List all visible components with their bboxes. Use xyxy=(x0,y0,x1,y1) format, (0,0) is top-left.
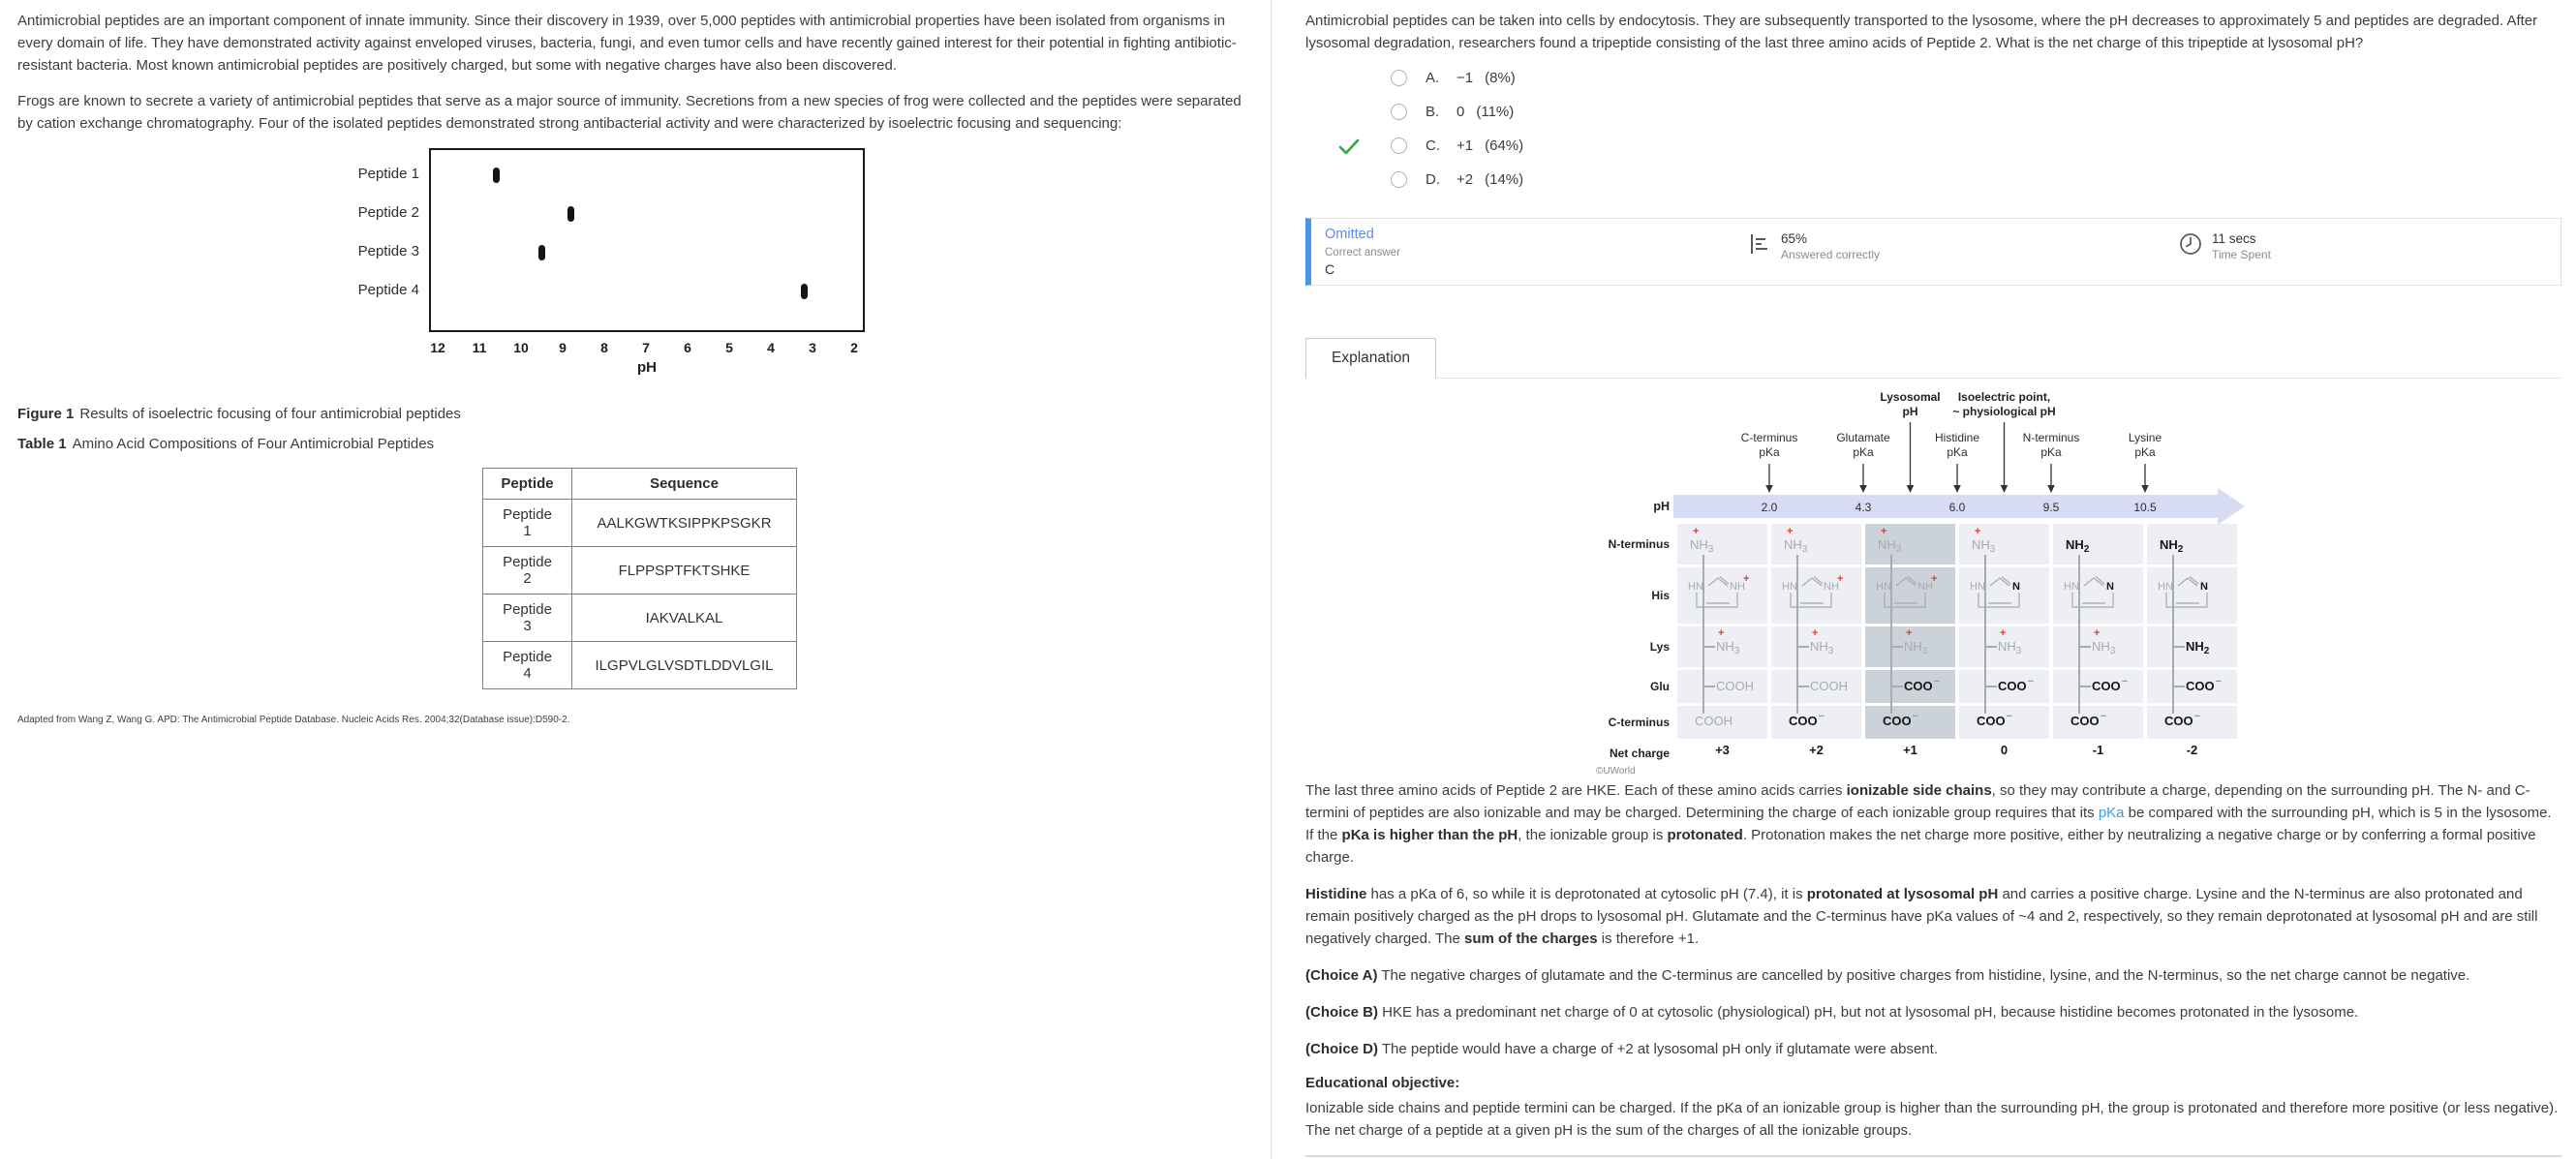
side-chain-bond xyxy=(1797,686,1809,687)
text-segment: HKE has a predominant net charge of 0 at cytosolic (physiological) pH, but not at lysosomal pH, because histidine becomes protonated in the lysosome. xyxy=(1378,1004,2359,1021)
choice-letter: A. xyxy=(1426,70,1440,86)
ph-value: 9.5 xyxy=(2042,501,2060,514)
text-segment: is therefore +1. xyxy=(1597,930,1700,947)
pka-label-line1: C-terminus xyxy=(1740,431,1798,444)
answer-choices xyxy=(1305,68,2561,193)
text-segment: The last three amino acids of Peptide 2 are HKE. Each of these amino acids carries xyxy=(1305,782,1847,799)
choice-radio-button[interactable] xyxy=(1391,70,1407,86)
bold-text: (Choice D) xyxy=(1305,1041,1378,1057)
net-charge-value: +2 xyxy=(1809,743,1824,757)
bold-text: (Choice A) xyxy=(1305,967,1378,984)
source-citation: Adapted from Wang Z, Wang G. APD: The Antimicrobial Peptide Database. Nucleic Acids Res. 2004;32(Database issue):D590-2. xyxy=(17,715,570,725)
pka-label-line2: pKa xyxy=(1853,445,1874,459)
table-cell: AALKGWTKSIPPKPSGKR xyxy=(572,500,797,547)
side-chain-bond xyxy=(1985,686,1997,687)
chemical-group: $NH_3$ xyxy=(1878,537,1902,555)
explanation-paragraph xyxy=(1305,883,2561,950)
choice-percentage: (14%) xyxy=(1485,171,1524,188)
text-segment: The negative charges of glutamate and the C-terminus are cancelled by positive charges from histidine, lysine, and the N-terminus, so the net charge cannot be negative. xyxy=(1377,967,2470,984)
choice-row[interactable] xyxy=(1305,102,2561,125)
chemical-group: COO− xyxy=(1883,711,1919,728)
x-axis-tick-label: 3 xyxy=(809,340,816,355)
pka-label-line2: pKa xyxy=(2134,445,2156,459)
chemical-group: $NH_3$ xyxy=(2092,639,2116,656)
chemical-group: COOH xyxy=(1716,679,1754,693)
side-chain-bond xyxy=(1891,686,1903,687)
correct-check-icon xyxy=(1338,137,1360,160)
pka-label-line1: Histidine xyxy=(1934,431,1980,444)
ph-value: 4.3 xyxy=(1855,501,1872,514)
x-axis-tick-label: 12 xyxy=(430,340,445,355)
chemical-group: COO− xyxy=(1904,676,1941,693)
negative-charge: − xyxy=(2193,711,2201,722)
positive-charge: + xyxy=(2000,627,2007,639)
table-cell: Peptide 1 xyxy=(483,500,572,547)
positive-charge: + xyxy=(1881,526,1887,537)
protonation-state-diagram xyxy=(1596,390,2303,779)
chemical-group: COOH xyxy=(1695,714,1733,728)
svg-text:HN: HN xyxy=(1876,581,1891,593)
chemical-group: COO− xyxy=(2070,711,2107,728)
text-segment: . Protonation makes the net charge more positive, either by neutralizing a negative charge or by conferring a formal positive charge. xyxy=(1305,827,2536,866)
isoelectric-focusing-figure xyxy=(17,148,1251,392)
bold-text: (Choice B) xyxy=(1305,1004,1378,1021)
positive-charge: + xyxy=(2094,627,2101,639)
figure-row-label: Peptide 1 xyxy=(357,166,419,182)
diagram-row-label-lys: Lys xyxy=(1649,640,1670,654)
net-charge-value: -1 xyxy=(2092,743,2104,757)
text-segment: , the ionizable group is xyxy=(1518,827,1668,843)
svg-text:HN: HN xyxy=(1688,581,1703,593)
svg-text:HN: HN xyxy=(2064,581,2079,593)
pka-label-line2: pKa xyxy=(1759,445,1780,459)
x-axis-tick-label: 4 xyxy=(767,340,775,355)
net-charge-value: +3 xyxy=(1715,743,1730,757)
diagram-row-label-cterm: C-terminus xyxy=(1608,716,1670,729)
table-row xyxy=(483,500,797,547)
choice-percentage: (64%) xyxy=(1485,137,1524,154)
table-cell: Peptide 2 xyxy=(483,547,572,595)
x-axis-tick-label: 5 xyxy=(725,340,733,355)
choice-value: +2 xyxy=(1457,171,1474,188)
result-summary-bar xyxy=(1305,218,2561,286)
clock-icon xyxy=(2178,231,2203,261)
question-panel xyxy=(1273,0,2576,1159)
choice-radio-button[interactable] xyxy=(1391,171,1407,188)
diagram-row-label-his: His xyxy=(1651,589,1670,602)
bold-text: Histidine xyxy=(1305,886,1367,902)
net-charge-value: +1 xyxy=(1903,743,1917,757)
net-charge-value: 0 xyxy=(2000,743,2009,757)
side-chain-bond xyxy=(2079,686,2091,687)
text-segment: , so they may contribute a charge, depending on the surrounding pH. The N- and C-termini of peptides are also ionizable and may be charged. Determining the charge of each ionizable group requires that its xyxy=(1305,782,2530,821)
svg-text:NH: NH xyxy=(1730,581,1745,593)
net-charge-value: -2 xyxy=(2186,743,2198,757)
negative-charge: − xyxy=(2121,676,2129,687)
pka-label-line2: pKa xyxy=(2040,445,2062,459)
svg-text:NH: NH xyxy=(1917,581,1933,593)
choice-row[interactable] xyxy=(1305,136,2561,159)
ph-value: 10.5 xyxy=(2133,501,2157,514)
x-axis-title: pH xyxy=(637,359,657,376)
pka-label-line1: Glutamate xyxy=(1836,431,1890,444)
histidine-imidazole-structure xyxy=(2156,573,2225,618)
chemical-group: COO− xyxy=(2186,676,2223,693)
pka-label-line1: N-terminus xyxy=(2022,431,2080,444)
text-segment: The peptide would have a charge of +2 at lysosomal pH only if glutamate were absent. xyxy=(1378,1041,1938,1057)
choice-radio-button[interactable] xyxy=(1391,104,1407,120)
choice-value: +1 xyxy=(1457,137,1474,154)
choice-radio-button[interactable] xyxy=(1391,137,1407,154)
negative-charge: − xyxy=(1933,676,1941,687)
negative-charge: − xyxy=(2006,711,2013,722)
chemical-group: $NH_2$ xyxy=(2066,537,2090,555)
table-cell: FLPPSPTFKTSHKE xyxy=(572,547,797,595)
question-text: Antimicrobial peptides can be taken into cells by endocytosis. They are subsequently transported to the lysosome, where the pH decreases to approximately 5 and peptides are degraded. After lysosomal degradation, researchers found a tripeptide consisting of the last three amino acids of Peptide 2. What is the net charge of this tripeptide at lysosomal pH? xyxy=(1305,13,2538,51)
histidine-imidazole-structure xyxy=(1780,573,1850,618)
side-chain-bond xyxy=(1703,646,1715,648)
pka-label-line1: Lysine xyxy=(2128,431,2162,444)
table-caption xyxy=(17,436,1251,452)
passage-paragraph-2: Frogs are known to secrete a variety of antimicrobial peptides that serve as a major source of immunity. Secretions from a new species of frog were collected and the peptides were separated by cation exchange chromatography. Four of the isolated peptides demonstrated strong antibacterial activity and were characterized by isoelectric focusing and sequencing: xyxy=(17,93,1242,132)
negative-charge: − xyxy=(1818,711,1825,722)
chemical-group: $NH_3$ xyxy=(1784,537,1808,555)
x-axis-tick-label: 2 xyxy=(850,340,858,355)
table-row xyxy=(483,547,797,595)
passage-paragraph-1: Antimicrobial peptides are an important component of innate immunity. Since their discovery in 1939, over 5,000 peptides with antimicrobial properties have been isolated from organisms in every domain of life. They have demonstrated activity against enveloped viruses, bacteria, fungi, and even tumor cells and have recently gained interest for their potential in fighting antibiotic-resistant bacteria. Most known antimicrobial peptides are positively charged, but some with negative charges have also been discovered. xyxy=(17,13,1237,74)
bold-text: ionizable side chains xyxy=(1846,782,1992,799)
x-axis-tick-label: 6 xyxy=(684,340,691,355)
choice-letter: C. xyxy=(1426,137,1440,154)
tab-bar xyxy=(1305,338,2561,379)
ph-value: 6.0 xyxy=(1948,501,1966,514)
bold-text: pKa is higher than the pH xyxy=(1341,827,1518,843)
table-cell: IAKVALKAL xyxy=(572,595,797,642)
negative-charge: − xyxy=(2027,676,2035,687)
diagram-row-label-glu: Glu xyxy=(1650,680,1670,693)
side-chain-bond xyxy=(2079,646,2091,648)
x-axis-tick-label: 9 xyxy=(559,340,567,355)
table-row xyxy=(483,595,797,642)
choice-letter: B. xyxy=(1426,104,1440,120)
percent-correct-label: Answered correctly xyxy=(1781,248,1881,261)
svg-text:+: + xyxy=(1837,573,1844,585)
annotation-line1: Isoelectric point, xyxy=(1957,390,2051,404)
text-segment: and carries a positive charge. Lysine and the N-terminus are also protonated and remain positively charged as the pH drops to lysosomal pH. Glutamate and the C-terminus have pKa values of ~4 and 2, respectively, so they remain deprotonated at lysosomal pH and are still negatively charged. The xyxy=(1305,886,2538,947)
histidine-imidazole-structure xyxy=(1686,573,1756,618)
correct-answer-value: C xyxy=(1325,261,1335,277)
bold-text: protonated xyxy=(1667,827,1743,843)
side-chain-bond xyxy=(2173,646,2185,648)
bar-chart-icon xyxy=(1747,231,1772,261)
figure-row-label: Peptide 2 xyxy=(357,204,419,221)
side-chain-bond xyxy=(1891,646,1903,648)
histidine-imidazole-structure xyxy=(1874,573,1944,618)
pka-link[interactable]: pKa xyxy=(2098,805,2125,821)
table-cell: ILGPVLGLVSDTLDDVLGIL xyxy=(572,642,797,689)
chemical-group: COO− xyxy=(2092,676,2129,693)
table-caption-text: Amino Acid Compositions of Four Antimicrobial Peptides xyxy=(72,436,435,452)
svg-text:HN: HN xyxy=(1970,581,1985,593)
text-segment: be compared with the surrounding pH, which is 5 in the lysosome. If the xyxy=(1305,805,2552,843)
explanation-paragraph xyxy=(1305,964,2561,987)
positive-charge: + xyxy=(1787,526,1794,537)
chemical-group: $NH_3$ xyxy=(1972,537,1996,555)
uworld-copyright: ©UWorld xyxy=(1596,766,1636,777)
chemical-group: $NH_3$ xyxy=(1810,639,1834,656)
chemical-group: COO− xyxy=(1789,711,1825,728)
choice-letter: D. xyxy=(1426,171,1440,188)
tab-explanation[interactable]: Explanation xyxy=(1305,338,1436,379)
chemical-group: COO− xyxy=(2164,711,2201,728)
table-caption-label: Table 1 xyxy=(17,436,67,452)
time-spent-stat xyxy=(2178,231,2271,261)
x-axis-tick-label: 7 xyxy=(642,340,650,355)
percent-correct: 65% xyxy=(1781,231,1808,246)
figure-caption xyxy=(17,406,1251,422)
choice-percentage: (11%) xyxy=(1476,104,1515,120)
positive-charge: + xyxy=(1693,526,1700,537)
negative-charge: − xyxy=(1912,711,1919,722)
choice-percentage: (8%) xyxy=(1485,70,1516,86)
diagram-row-label-ph: pH xyxy=(1653,500,1670,513)
negative-charge: − xyxy=(2215,676,2223,687)
svg-text:N: N xyxy=(2106,581,2114,593)
table-cell: Peptide 4 xyxy=(483,642,572,689)
negative-charge: − xyxy=(2100,711,2107,722)
svg-text:+: + xyxy=(1743,573,1750,585)
table-row xyxy=(483,642,797,689)
figure-row-label: Peptide 3 xyxy=(357,243,419,259)
chemical-group: $NH_3$ xyxy=(1716,639,1740,656)
x-axis-tick-label: 10 xyxy=(513,340,529,355)
diagram-arrows xyxy=(1596,390,2303,495)
histidine-imidazole-structure xyxy=(1968,573,2038,618)
pka-label-line2: pKa xyxy=(1947,445,1968,459)
side-chain-bond xyxy=(1797,646,1809,648)
chemical-group: $NH_3$ xyxy=(1998,639,2022,656)
choice-label xyxy=(1426,137,1523,154)
chemical-group: $NH_3$ xyxy=(1904,639,1928,656)
answered-correctly-stat xyxy=(1747,231,1880,261)
svg-text:HN: HN xyxy=(1782,581,1797,593)
choice-value: −1 xyxy=(1457,70,1474,86)
bold-text: protonated at lysosomal pH xyxy=(1806,886,1999,902)
passage-panel xyxy=(0,0,1272,1159)
figure-row-label: Peptide 4 xyxy=(357,282,419,298)
side-chain-bond xyxy=(1985,646,1997,648)
positive-charge: + xyxy=(1975,526,1981,537)
figure-band xyxy=(493,168,500,183)
annotation-line1: Lysosomal xyxy=(1880,390,1941,404)
explanation-text xyxy=(1305,779,2561,1060)
x-axis-tick-label: 11 xyxy=(472,340,487,355)
explanation-paragraph xyxy=(1305,779,2561,869)
svg-text:+: + xyxy=(1931,573,1938,585)
diagram-row-label-nterm: N-terminus xyxy=(1608,537,1670,551)
ph-value: 2.0 xyxy=(1761,501,1778,514)
chemical-group: $NH_3$ xyxy=(1690,537,1714,555)
table-header-peptide: Peptide xyxy=(483,469,572,500)
status-omitted: Omitted xyxy=(1325,227,1374,242)
annotation-line2: pH xyxy=(1902,405,1918,418)
figure-band xyxy=(567,206,574,222)
chemical-group: COO− xyxy=(1977,711,2013,728)
svg-text:N: N xyxy=(2200,581,2208,593)
choice-label xyxy=(1426,70,1516,86)
svg-text:N: N xyxy=(2012,581,2020,593)
explanation-paragraph xyxy=(1305,1001,2561,1023)
table-cell: Peptide 3 xyxy=(483,595,572,642)
side-chain-bond xyxy=(2173,686,2185,687)
text-segment: has a pKa of 6, so while it is deprotonated at cytosolic pH (7.4), it is xyxy=(1366,886,1807,902)
x-axis-tick-label: 8 xyxy=(600,340,608,355)
educational-objective-heading: Educational objective: xyxy=(1305,1075,1460,1091)
choice-row[interactable] xyxy=(1305,169,2561,193)
figure-band xyxy=(538,245,545,260)
correct-answer-label: Correct answer xyxy=(1325,247,1400,259)
bold-text: sum of the charges xyxy=(1464,930,1598,947)
side-chain-bond xyxy=(1703,686,1715,687)
annotation-line2: ~ physiological pH xyxy=(1952,405,2056,418)
histidine-imidazole-structure xyxy=(2062,573,2131,618)
explanation-paragraph xyxy=(1305,1038,2561,1060)
positive-charge: + xyxy=(1718,627,1725,639)
figure-caption-text: Results of isoelectric focusing of four antimicrobial peptides xyxy=(79,406,461,422)
chemical-group: $NH_2$ xyxy=(2186,639,2210,656)
figure-band xyxy=(801,284,808,299)
chemical-group: $NH_2$ xyxy=(2160,537,2184,555)
positive-charge: + xyxy=(1812,627,1819,639)
svg-text:HN: HN xyxy=(2158,581,2173,593)
bottom-divider xyxy=(1305,1155,2561,1157)
choice-label xyxy=(1426,171,1523,188)
table-header-sequence: Sequence xyxy=(572,469,797,500)
diagram-row-label-net: Net charge xyxy=(1609,747,1670,760)
time-spent-value: 11 secs xyxy=(2212,231,2256,246)
educational-objective-text: Ionizable side chains and peptide termini can be charged. If the pKa of an ionizable group is higher than the surrounding pH, the group is protonated and therefore more positive (or less negative). The net charge of a peptide at a given pH is the sum of the charges of all the ionizable groups. xyxy=(1305,1100,2559,1139)
time-spent-label: Time Spent xyxy=(2212,248,2271,261)
positive-charge: + xyxy=(1906,627,1913,639)
svg-text:NH: NH xyxy=(1824,581,1839,593)
chemical-group: COOH xyxy=(1810,679,1848,693)
choice-row[interactable] xyxy=(1305,68,2561,91)
figure-caption-label: Figure 1 xyxy=(17,406,75,422)
peptide-sequence-table xyxy=(482,468,797,689)
chemical-group: COO− xyxy=(1998,676,2035,693)
choice-value: 0 xyxy=(1457,104,1465,120)
choice-label xyxy=(1426,104,1514,120)
